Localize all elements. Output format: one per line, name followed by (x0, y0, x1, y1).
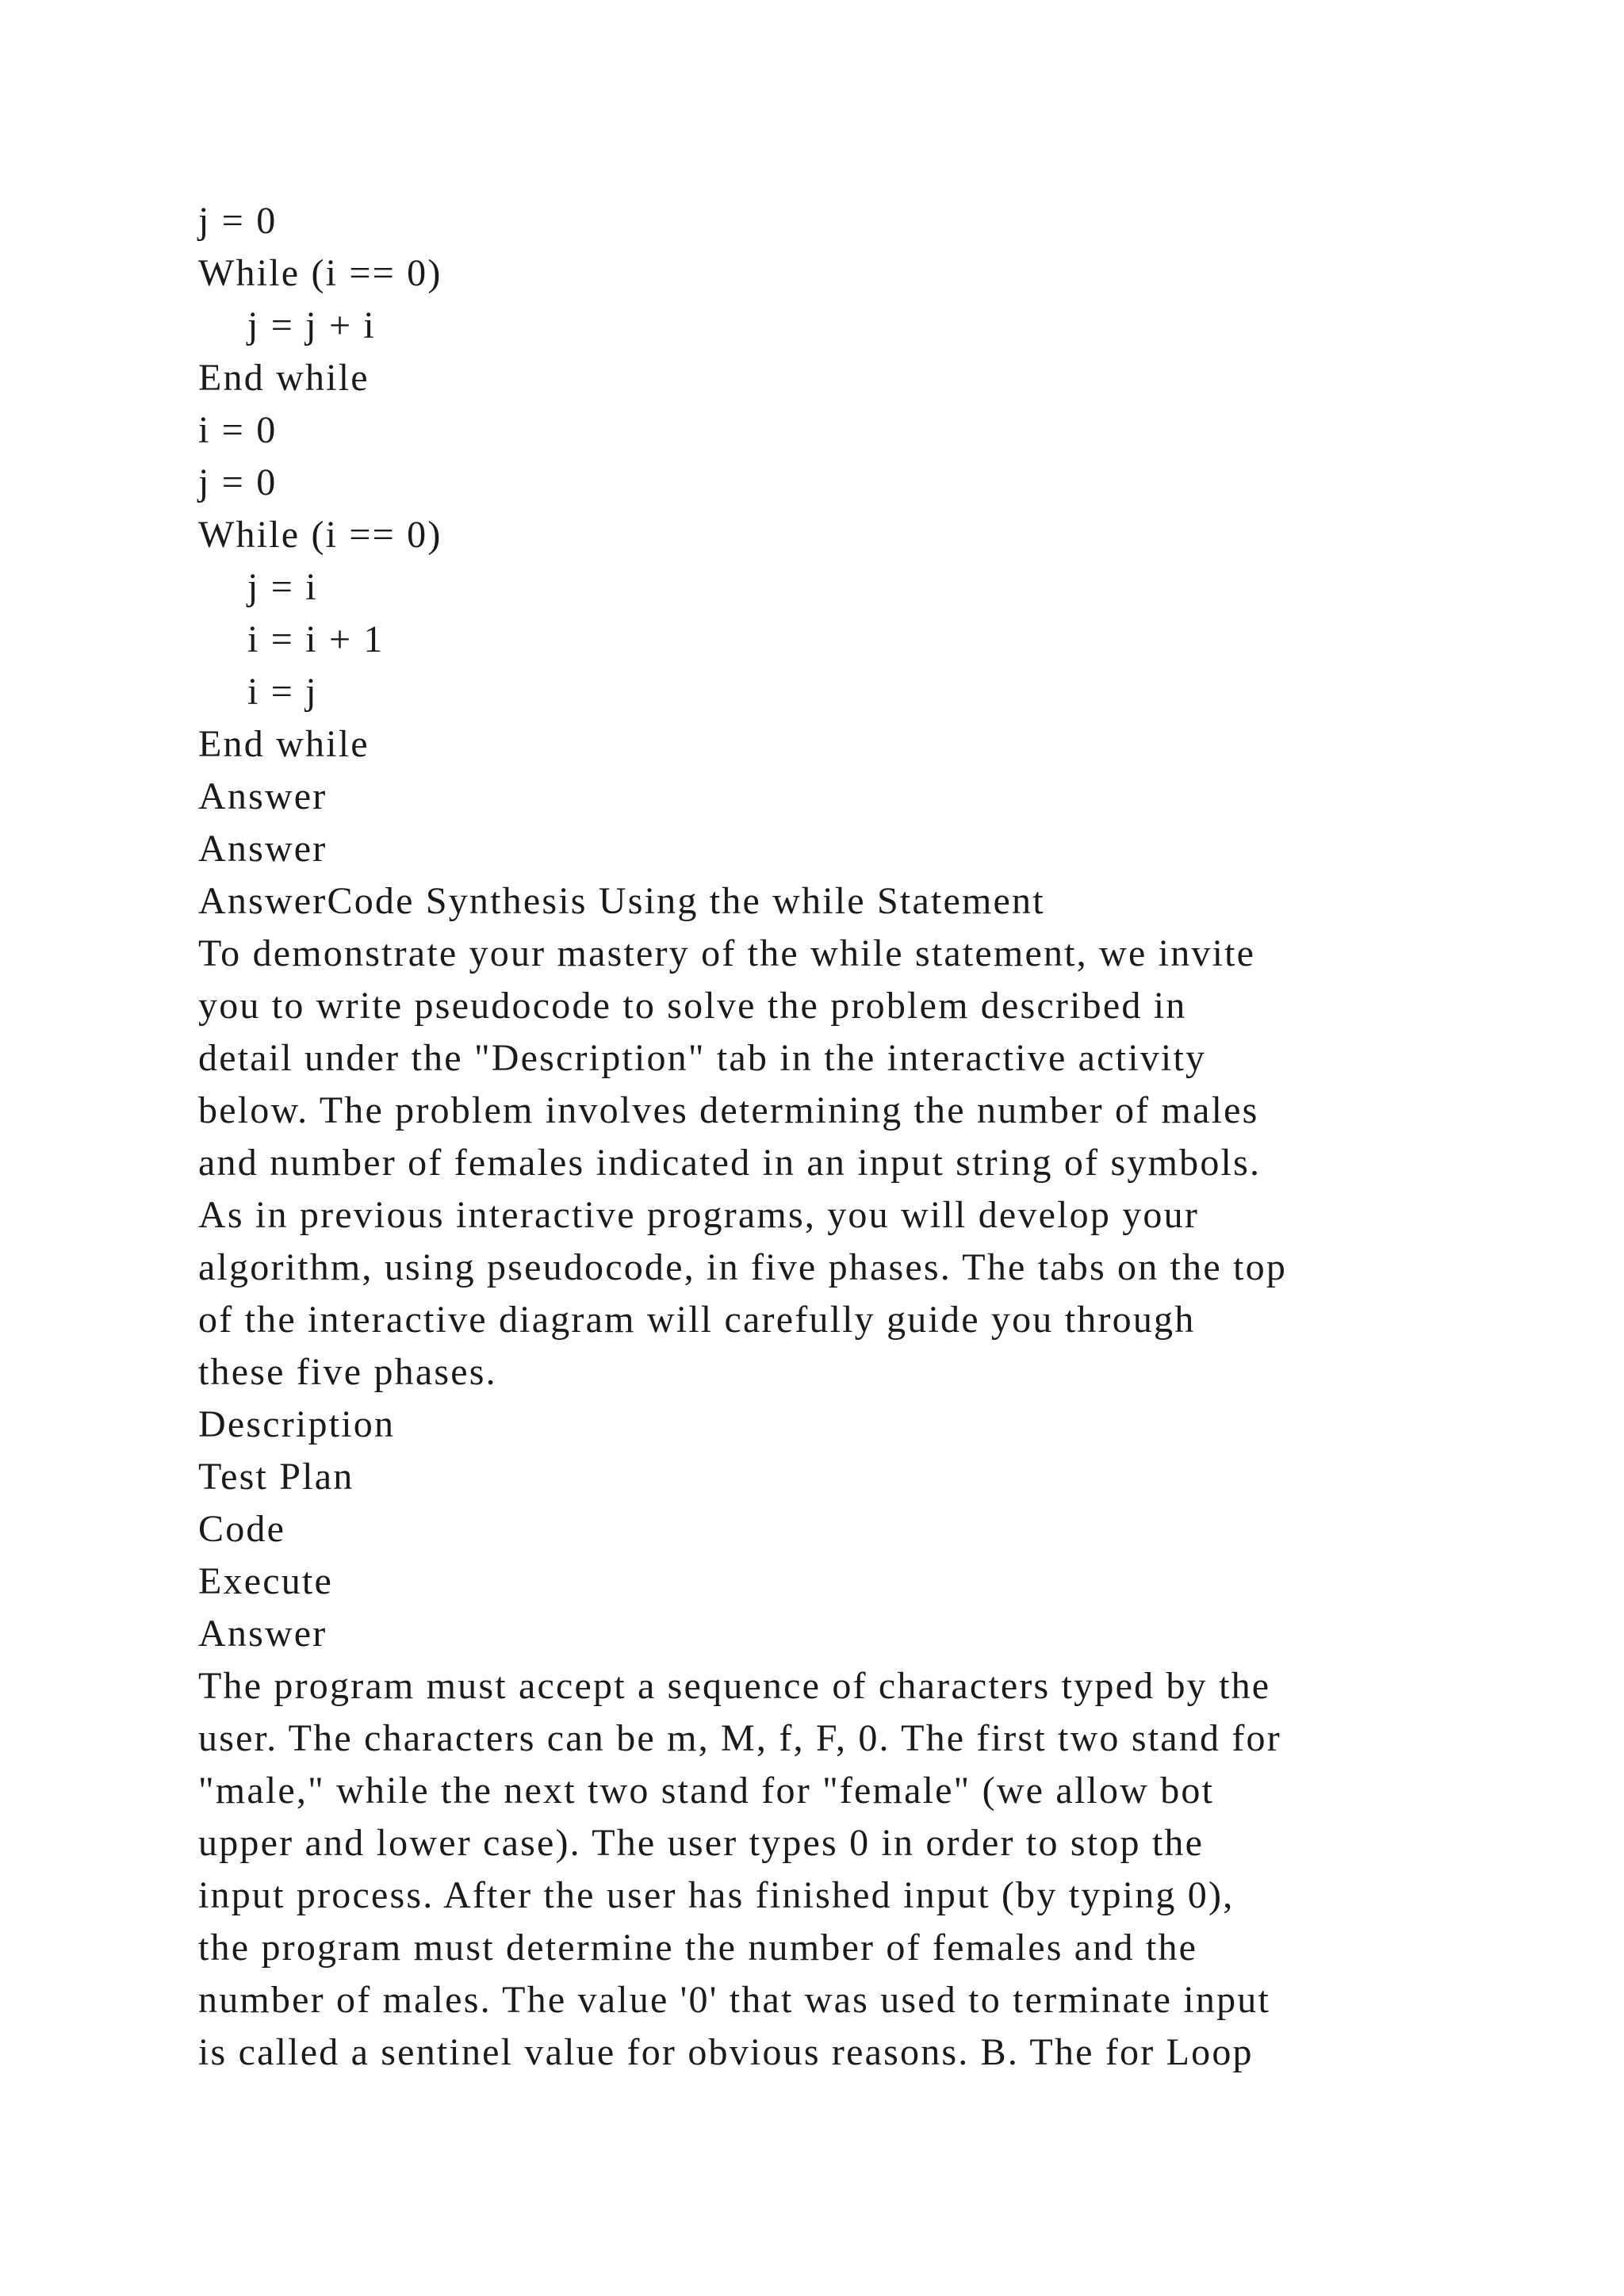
paragraph-line: of the interactive diagram will carefully guide you through (198, 1299, 1196, 1341)
code-line: j = 0 (198, 200, 278, 242)
code-line: End while (198, 723, 370, 765)
paragraph-line: these five phases. (198, 1351, 497, 1393)
paragraph-line: As in previous interactive programs, you will develop your (198, 1194, 1200, 1236)
code-line: j = i (247, 566, 318, 608)
paragraph-line: input process. After the user has finished input (by typing 0), (198, 1874, 1235, 1916)
code-line: i = i + 1 (247, 618, 385, 660)
paragraph-line: The program must accept a sequence of characters typed by the (198, 1665, 1271, 1707)
code-line: While (i == 0) (198, 252, 442, 294)
document-body (198, 195, 1499, 2079)
intro-paragraph (198, 928, 1499, 1399)
code-line: While (i == 0) (198, 514, 442, 556)
paragraph-line: detail under the "Description" tab in the interactive activity (198, 1037, 1207, 1079)
pseudocode-block (198, 195, 1499, 771)
tab-code: Code (198, 1508, 286, 1550)
paragraph-line: "male," while the next two stand for "female" (we allow bot (198, 1770, 1215, 1812)
tab-execute: Execute (198, 1560, 333, 1602)
description-paragraph (198, 1660, 1499, 2079)
answer-label: Answer (198, 775, 327, 817)
code-line: i = 0 (198, 409, 278, 451)
tab-list (198, 1399, 1499, 1660)
paragraph-line: you to write pseudocode to solve the problem described in (198, 985, 1187, 1027)
code-line: j = j + i (247, 304, 376, 346)
code-line: i = j (247, 671, 318, 713)
paragraph-line: upper and lower case). The user types 0 in order to stop the (198, 1822, 1205, 1864)
paragraph-line: below. The problem involves determining the number of males (198, 1089, 1259, 1131)
section-heading: AnswerCode Synthesis Using the while Statement (198, 880, 1045, 922)
tab-description: Description (198, 1403, 396, 1445)
tab-test-plan: Test Plan (198, 1456, 354, 1498)
paragraph-line: is called a sentinel value for obvious reasons. B. The for Loop (198, 2031, 1254, 2073)
tab-answer: Answer (198, 1613, 327, 1655)
paragraph-line: the program must determine the number of females and the (198, 1927, 1198, 1969)
paragraph-line: To demonstrate your mastery of the while statement, we invite (198, 932, 1256, 974)
code-line: End while (198, 357, 370, 399)
paragraph-line: user. The characters can be m, M, f, F, 0. The first two stand for (198, 1717, 1281, 1759)
code-line: j = 0 (198, 461, 278, 503)
paragraph-line: and number of females indicated in an input string of symbols. (198, 1142, 1262, 1184)
paragraph-line: number of males. The value '0' that was used to terminate input (198, 1979, 1271, 2021)
answer-label: Answer (198, 828, 327, 870)
paragraph-line: algorithm, using pseudocode, in five phases. The tabs on the top (198, 1246, 1288, 1288)
